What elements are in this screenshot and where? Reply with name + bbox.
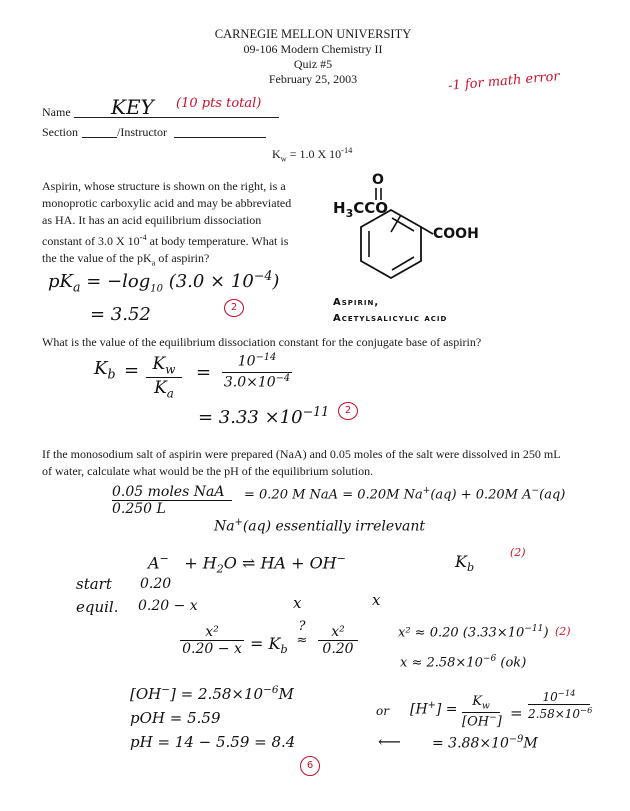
kb-expression-fraction: x² 0.20 − x	[180, 624, 244, 657]
h-value-fraction: $10^{-14}$ $2.58\times 10^{-6}$	[528, 688, 593, 721]
equil-x-oh: x	[372, 591, 381, 609]
kw-constant: $K_w = 1.0$ X $10^{-14}$	[272, 146, 353, 164]
name-label: Name	[42, 105, 71, 119]
kw-over-oh-fraction: $K_w$ [OH−]	[462, 694, 502, 729]
equil-x-ha: x	[293, 594, 302, 612]
kb-symbol: $K_b$	[94, 358, 116, 382]
quiz-date: February 25, 2003	[268, 72, 358, 86]
reaction-kb: $K_b$	[455, 552, 475, 575]
answer-1-line-1: $pK_a = -\log_{10}$ $(3.0 \times 10^{-4})$	[48, 268, 280, 295]
poh-line: pOH = 5.59	[130, 709, 221, 727]
structure-caption-2: Acetylsalicylic acid	[333, 313, 448, 324]
section-line	[82, 137, 117, 138]
kb-result: = $3.33 \times 10^{-11}$	[198, 404, 330, 428]
or-label: or	[376, 704, 389, 718]
instructor-line	[174, 137, 266, 138]
arrow-left-icon: ⟵	[378, 732, 401, 751]
points-circle-2: 2	[338, 402, 358, 420]
answer-1-line-2: = 3.52	[90, 304, 151, 325]
instructor-label: /Instructor	[117, 125, 167, 139]
na-irrelevant-note: Na+(aq) essentially irrelevant	[214, 517, 426, 535]
start-label: start	[76, 575, 112, 593]
start-value: 0.20	[140, 576, 172, 592]
approx-fraction: x² 0.20	[318, 624, 358, 657]
structure-caption-1: Aspirin,	[333, 297, 380, 308]
total-points-note: (10 pts total)	[176, 96, 262, 111]
ph-line: pH = 14 − 5.59 = 8.4	[130, 733, 296, 751]
university-title: CARNEGIE MELLON UNIVERSITY	[214, 27, 412, 41]
question-2: What is the value of the equilibrium dissociation constant for the conjugate base of aspirin?	[42, 335, 482, 349]
quiz-number: Quiz #5	[293, 57, 333, 71]
reaction-equation: A− + $H_2O$ ⇌ HA + OH−	[148, 552, 347, 576]
section-label: Section	[42, 125, 78, 139]
moles-over-volume: 0.05 moles NaA 0.250 L	[112, 484, 232, 517]
equals-kb: = $K_b$	[250, 634, 288, 657]
course-title: 09-106 Modern Chemistry II	[243, 42, 383, 56]
value-fraction: $10^{-14}$ $3.0\times 10^{-4}$	[223, 352, 291, 391]
carboxyl-group-label: COOH	[433, 226, 479, 242]
acetyl-group-label: $H_3CCO$	[333, 199, 388, 220]
name-value: KEY	[111, 95, 154, 119]
oh-concentration: $[OH^-] = 2.58\times 10^{-6}M$	[130, 684, 294, 703]
equals-3: =	[510, 704, 523, 722]
equals-1: =	[124, 360, 140, 381]
x-value-line: $x \approx 2.58\times 10^{-6}$ (ok)	[400, 654, 527, 671]
question-1: Aspirin, whose structure is shown on the right, is a monoprotic carboxylic acid and may be abbreviated as HA. It has an acid equilibrium dissociation constant of 3.0 X $10^{-4}$ at body temperature. What is the the value of the $pK_a$ of aspirin?	[42, 179, 292, 268]
reaction-points: (2)	[510, 546, 526, 559]
h-result: = $3.88\times 10^{-9}M$	[432, 734, 538, 752]
x-squared-line: x² ≈ 0.20 $(3.33\times 10^{-11})$	[398, 624, 549, 641]
aspirin-structure	[325, 170, 525, 335]
name-line	[74, 117, 279, 118]
equil-label: equil.	[76, 598, 119, 616]
equals-2: =	[196, 362, 212, 383]
approx-sign: ? ≈	[296, 619, 308, 648]
carbonyl-oxygen: O	[372, 172, 384, 188]
x-squared-points: (2)	[555, 625, 571, 638]
concentration-line: = 0.20 M NaA = 0.20M Na+(aq) + 0.20M A−(aq)	[244, 486, 566, 503]
points-circle-1: 2	[224, 299, 244, 317]
h-concentration-label: [H+] =	[410, 700, 458, 718]
points-circle-3: 6	[300, 756, 320, 776]
question-3: If the monosodium salt of aspirin were prepared (NaA) and 0.05 moles of the salt were dissolved in 250 mL of water, calculate what would be the pH of the equilibrium solution.	[42, 447, 561, 478]
grading-note: -1 for math error	[447, 69, 561, 94]
kw-over-ka-fraction: $K_w$ $K_a$	[146, 354, 182, 401]
equil-value: 0.20 − x	[138, 598, 198, 614]
benzene-ring-diagram	[325, 170, 525, 290]
